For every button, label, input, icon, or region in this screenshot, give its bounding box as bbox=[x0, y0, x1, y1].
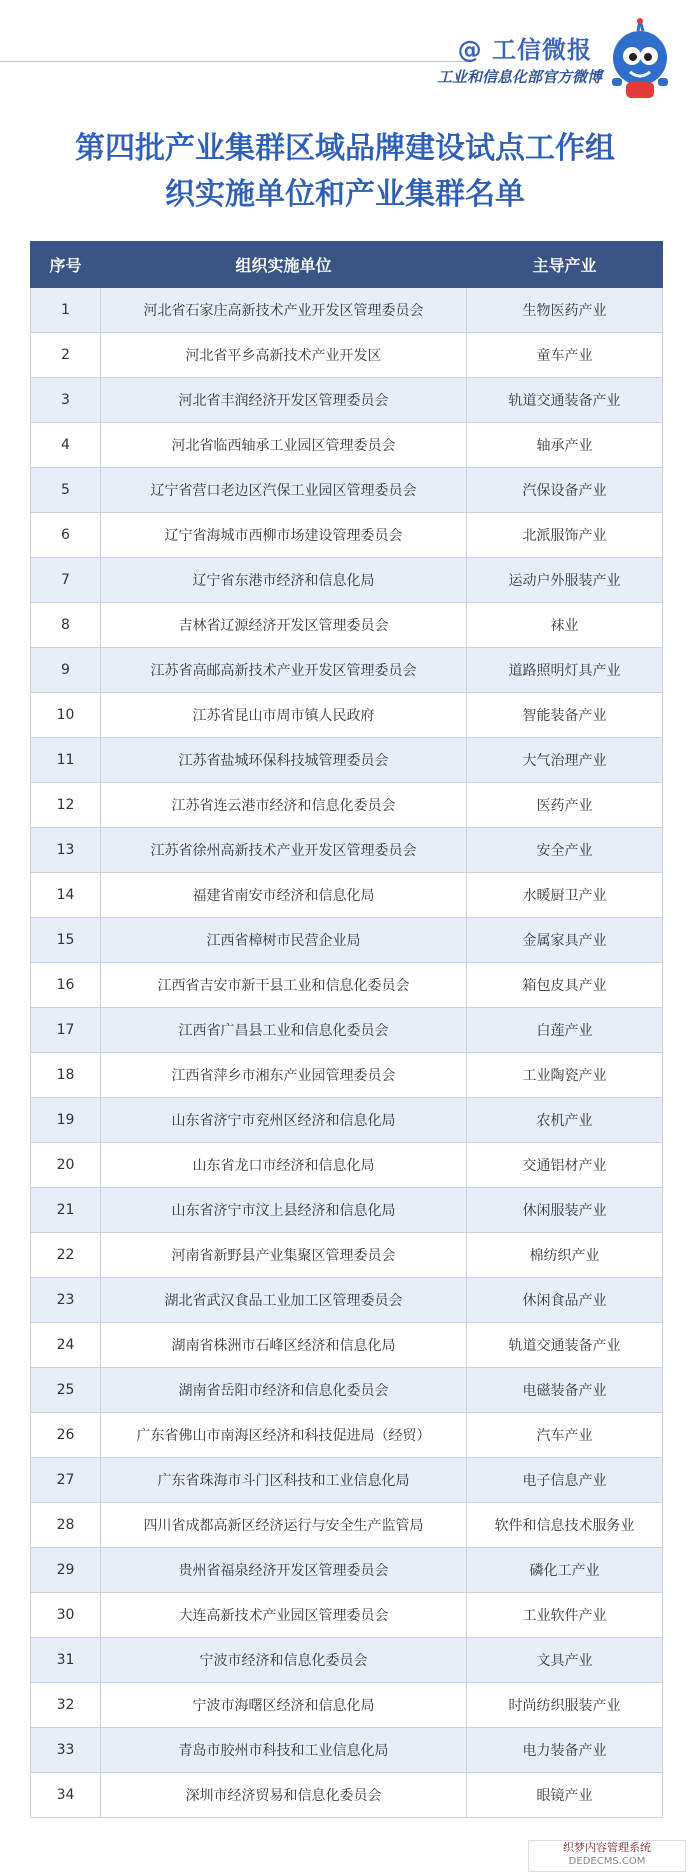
row-industry: 金属家具产业 bbox=[467, 918, 663, 963]
row-unit: 湖南省岳阳市经济和信息化委员会 bbox=[101, 1368, 467, 1413]
row-industry: 文具产业 bbox=[467, 1638, 663, 1683]
table-row bbox=[31, 648, 663, 693]
row-index: 30 bbox=[31, 1593, 101, 1638]
row-industry: 水暖厨卫产业 bbox=[467, 873, 663, 918]
header-index: 序号 bbox=[31, 242, 101, 288]
list-table bbox=[30, 241, 663, 1818]
watermark-line-1: 织梦内容管理系统 bbox=[563, 1841, 651, 1854]
table-row bbox=[31, 693, 663, 738]
table-row bbox=[31, 333, 663, 378]
row-industry: 交通铝材产业 bbox=[467, 1143, 663, 1188]
row-unit: 广东省佛山市南海区经济和科技促进局（经贸） bbox=[101, 1413, 467, 1458]
row-industry: 汽车产业 bbox=[467, 1413, 663, 1458]
row-unit: 江苏省连云港市经济和信息化委员会 bbox=[101, 783, 467, 828]
row-industry: 农机产业 bbox=[467, 1098, 663, 1143]
row-industry: 道路照明灯具产业 bbox=[467, 648, 663, 693]
row-unit: 山东省济宁市汶上县经济和信息化局 bbox=[101, 1188, 467, 1233]
title-line-1: 第四批产业集群区域品牌建设试点工作组 bbox=[75, 131, 615, 166]
row-index: 25 bbox=[31, 1368, 101, 1413]
table-row bbox=[31, 1773, 663, 1818]
row-industry: 医药产业 bbox=[467, 783, 663, 828]
watermark-line-2: DEDECMS.COM bbox=[568, 1856, 646, 1867]
page-title bbox=[60, 126, 630, 218]
row-index: 5 bbox=[31, 468, 101, 513]
table-row bbox=[31, 873, 663, 918]
row-unit: 湖南省株洲市石峰区经济和信息化局 bbox=[101, 1323, 467, 1368]
table-row bbox=[31, 1683, 663, 1728]
row-industry: 工业软件产业 bbox=[467, 1593, 663, 1638]
table-row bbox=[31, 963, 663, 1008]
row-industry: 棉纺织产业 bbox=[467, 1233, 663, 1278]
table-row bbox=[31, 1728, 663, 1773]
row-industry: 电力装备产业 bbox=[467, 1728, 663, 1773]
row-unit: 大连高新技术产业园区管理委员会 bbox=[101, 1593, 467, 1638]
row-industry: 软件和信息技术服务业 bbox=[467, 1503, 663, 1548]
row-index: 20 bbox=[31, 1143, 101, 1188]
row-industry: 时尚纺织服装产业 bbox=[467, 1683, 663, 1728]
row-index: 23 bbox=[31, 1278, 101, 1323]
row-unit: 河北省平乡高新技术产业开发区 bbox=[101, 333, 467, 378]
table-row bbox=[31, 1593, 663, 1638]
row-industry: 工业陶瓷产业 bbox=[467, 1053, 663, 1098]
row-unit: 江西省樟树市民营企业局 bbox=[101, 918, 467, 963]
row-index: 31 bbox=[31, 1638, 101, 1683]
header-industry: 主导产业 bbox=[467, 242, 663, 288]
table-row bbox=[31, 1368, 663, 1413]
table-row bbox=[31, 1053, 663, 1098]
row-industry: 童车产业 bbox=[467, 333, 663, 378]
row-unit: 江苏省盐城环保科技城管理委员会 bbox=[101, 738, 467, 783]
row-unit: 河北省丰润经济开发区管理委员会 bbox=[101, 378, 467, 423]
row-unit: 江苏省昆山市周市镇人民政府 bbox=[101, 693, 467, 738]
row-index: 1 bbox=[31, 288, 101, 333]
row-unit: 宁波市海曙区经济和信息化局 bbox=[101, 1683, 467, 1728]
row-unit: 福建省南安市经济和信息化局 bbox=[101, 873, 467, 918]
row-unit: 宁波市经济和信息化委员会 bbox=[101, 1638, 467, 1683]
title-line-2: 织实施单位和产业集群名单 bbox=[165, 177, 525, 212]
row-unit: 广东省珠海市斗门区科技和工业信息化局 bbox=[101, 1458, 467, 1503]
table-row bbox=[31, 1143, 663, 1188]
row-index: 34 bbox=[31, 1773, 101, 1818]
site-watermark bbox=[528, 1840, 686, 1872]
row-unit: 江西省吉安市新干县工业和信息化委员会 bbox=[101, 963, 467, 1008]
table-row bbox=[31, 423, 663, 468]
table-row bbox=[31, 1098, 663, 1143]
table-row bbox=[31, 1413, 663, 1458]
table-row bbox=[31, 738, 663, 783]
row-unit: 辽宁省营口老边区汽保工业园区管理委员会 bbox=[101, 468, 467, 513]
row-index: 27 bbox=[31, 1458, 101, 1503]
row-index: 17 bbox=[31, 1008, 101, 1053]
row-industry: 大气治理产业 bbox=[467, 738, 663, 783]
row-unit: 贵州省福泉经济开发区管理委员会 bbox=[101, 1548, 467, 1593]
table-row bbox=[31, 828, 663, 873]
row-industry: 箱包皮具产业 bbox=[467, 963, 663, 1008]
row-index: 33 bbox=[31, 1728, 101, 1773]
weibo-subtitle: 工业和信息化部官方微博 bbox=[436, 68, 602, 86]
row-unit: 吉林省辽源经济开发区管理委员会 bbox=[101, 603, 467, 648]
row-index: 8 bbox=[31, 603, 101, 648]
table-row bbox=[31, 378, 663, 423]
row-industry: 电子信息产业 bbox=[467, 1458, 663, 1503]
table-row bbox=[31, 1233, 663, 1278]
row-industry: 轨道交通装备产业 bbox=[467, 1323, 663, 1368]
row-industry: 智能装备产业 bbox=[467, 693, 663, 738]
row-index: 19 bbox=[31, 1098, 101, 1143]
table-row bbox=[31, 1323, 663, 1368]
row-index: 7 bbox=[31, 558, 101, 603]
row-unit: 江苏省高邮高新技术产业开发区管理委员会 bbox=[101, 648, 467, 693]
row-index: 22 bbox=[31, 1233, 101, 1278]
table-row bbox=[31, 1458, 663, 1503]
table-row bbox=[31, 603, 663, 648]
row-index: 10 bbox=[31, 693, 101, 738]
table-header-row bbox=[31, 242, 663, 288]
row-industry: 安全产业 bbox=[467, 828, 663, 873]
table-row bbox=[31, 558, 663, 603]
row-index: 28 bbox=[31, 1503, 101, 1548]
row-index: 11 bbox=[31, 738, 101, 783]
row-industry: 磷化工产业 bbox=[467, 1548, 663, 1593]
row-index: 6 bbox=[31, 513, 101, 558]
row-industry: 休闲食品产业 bbox=[467, 1278, 663, 1323]
table-row bbox=[31, 468, 663, 513]
table-row bbox=[31, 1638, 663, 1683]
row-industry: 运动户外服装产业 bbox=[467, 558, 663, 603]
row-industry: 眼镜产业 bbox=[467, 1773, 663, 1818]
row-unit: 湖北省武汉食品工业加工区管理委员会 bbox=[101, 1278, 467, 1323]
header-divider bbox=[0, 61, 470, 62]
row-unit: 辽宁省东港市经济和信息化局 bbox=[101, 558, 467, 603]
row-index: 32 bbox=[31, 1683, 101, 1728]
mascot-icon bbox=[602, 18, 680, 102]
row-industry: 汽保设备产业 bbox=[467, 468, 663, 513]
row-unit: 河北省石家庄高新技术产业开发区管理委员会 bbox=[101, 288, 467, 333]
row-unit: 江苏省徐州高新技术产业开发区管理委员会 bbox=[101, 828, 467, 873]
table-row bbox=[31, 1548, 663, 1593]
table-row bbox=[31, 1188, 663, 1233]
row-unit: 四川省成都高新区经济运行与安全生产监管局 bbox=[101, 1503, 467, 1548]
brand-header bbox=[0, 0, 690, 100]
row-unit: 山东省济宁市兖州区经济和信息化局 bbox=[101, 1098, 467, 1143]
row-industry: 北派服饰产业 bbox=[467, 513, 663, 558]
weibo-handle[interactable]: @ 工信微报 bbox=[457, 36, 592, 64]
row-index: 21 bbox=[31, 1188, 101, 1233]
table-row bbox=[31, 783, 663, 828]
row-industry: 白莲产业 bbox=[467, 1008, 663, 1053]
row-index: 18 bbox=[31, 1053, 101, 1098]
row-index: 3 bbox=[31, 378, 101, 423]
row-index: 16 bbox=[31, 963, 101, 1008]
header-unit: 组织实施单位 bbox=[101, 242, 467, 288]
table-row bbox=[31, 1278, 663, 1323]
row-index: 29 bbox=[31, 1548, 101, 1593]
row-index: 4 bbox=[31, 423, 101, 468]
row-industry: 轴承产业 bbox=[467, 423, 663, 468]
table-row bbox=[31, 1503, 663, 1548]
row-unit: 深圳市经济贸易和信息化委员会 bbox=[101, 1773, 467, 1818]
row-unit: 河南省新野县产业集聚区管理委员会 bbox=[101, 1233, 467, 1278]
row-index: 12 bbox=[31, 783, 101, 828]
row-index: 9 bbox=[31, 648, 101, 693]
row-unit: 山东省龙口市经济和信息化局 bbox=[101, 1143, 467, 1188]
row-unit: 河北省临西轴承工业园区管理委员会 bbox=[101, 423, 467, 468]
row-index: 26 bbox=[31, 1413, 101, 1458]
table-row bbox=[31, 288, 663, 333]
row-index: 2 bbox=[31, 333, 101, 378]
row-index: 24 bbox=[31, 1323, 101, 1368]
row-industry: 电磁装备产业 bbox=[467, 1368, 663, 1413]
row-index: 15 bbox=[31, 918, 101, 963]
row-unit: 江西省广昌县工业和信息化委员会 bbox=[101, 1008, 467, 1053]
list-table-container bbox=[30, 241, 662, 1818]
row-industry: 休闲服装产业 bbox=[467, 1188, 663, 1233]
row-index: 13 bbox=[31, 828, 101, 873]
row-industry: 轨道交通装备产业 bbox=[467, 378, 663, 423]
table-row bbox=[31, 1008, 663, 1053]
row-index: 14 bbox=[31, 873, 101, 918]
table-row bbox=[31, 513, 663, 558]
row-unit: 辽宁省海城市西柳市场建设管理委员会 bbox=[101, 513, 467, 558]
row-industry: 生物医药产业 bbox=[467, 288, 663, 333]
table-row bbox=[31, 918, 663, 963]
row-industry: 袜业 bbox=[467, 603, 663, 648]
row-unit: 江西省萍乡市湘东产业园管理委员会 bbox=[101, 1053, 467, 1098]
row-unit: 青岛市胶州市科技和工业信息化局 bbox=[101, 1728, 467, 1773]
